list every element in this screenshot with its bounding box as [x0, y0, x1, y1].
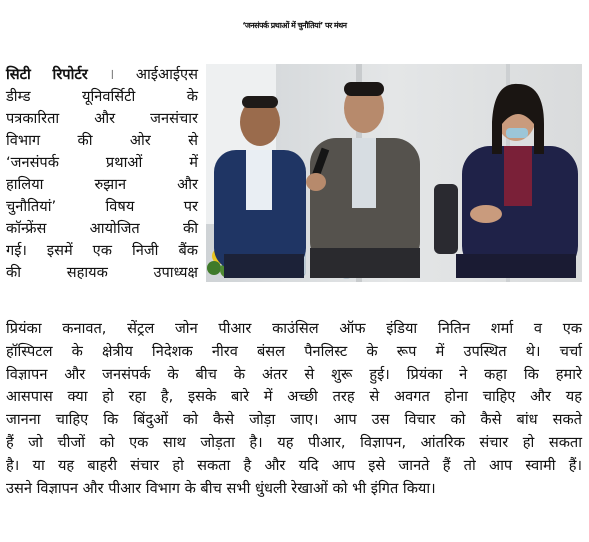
column-line-text: आईआईएस: [135, 66, 198, 83]
article-body: [6, 318, 582, 500]
column-line: डीम्ड यूनिवर्सिटी के: [6, 88, 198, 105]
column-line: गई। इसमें एक निजी बैंक: [6, 242, 198, 259]
panel-photo: [206, 64, 582, 282]
column-line: हालिया रुझान और: [6, 176, 198, 193]
column-line: ‘जनसंपर्क प्रथाओं में: [6, 154, 198, 171]
column-line: कॉन्फ्रेंस आयोजित की: [6, 220, 198, 237]
column-line: [6, 64, 198, 86]
byline-separator: ।: [109, 66, 115, 83]
body-line: आसपास क्या हो रहा है, इसके बारे में अच्छी तरह से अवगत होना चाहिए और यह: [6, 388, 582, 406]
column-line: पत्रकारिता और जनसंचार: [6, 110, 198, 127]
body-line: जानना चाहिए कि बिंदुओं को कैसे जोड़ा जाए। आप उस विचार को कैसे बांध सकते: [6, 411, 582, 429]
column-line: चुनौतियां’ विषय पर: [6, 198, 198, 215]
intro-column: [6, 64, 198, 284]
body-line: हैं जो चीजों को एक साथ जोड़ता है। यह पीआर, विज्ञापन, आंतरिक संचार हो सकता: [6, 433, 582, 451]
body-line: हॉस्पिटल के क्षेत्रीय निदेशक नीरव बंसल पैनलिस्ट के रूप में उपस्थित थे। चर्चा: [6, 342, 582, 360]
column-line: की सहायक उपाध्यक्ष: [6, 264, 198, 281]
body-line: उसने विज्ञापन और पीआर विभाग के बीच सभी धुंधली रेखाओं को भी इंगित किया।: [6, 479, 436, 497]
body-line: प्रियंका कनावत, सेंट्रल जोन पीआर काउंसिल ऑफ इंडिया नितिन शर्मा व एक: [6, 320, 582, 337]
byline: सिटी रिपोर्टर: [6, 66, 88, 83]
body-line: विज्ञापन और जनसंपर्क के बीच के अंतर से शुरू हुई। प्रियंका ने कहा कि हमारे: [6, 365, 582, 383]
headline: ‘जनसंपर्क प्रथाओं में चुनौतियां’ पर मंथन: [242, 21, 347, 30]
column-line: विभाग की ओर से: [6, 132, 198, 149]
body-line: है। या यह बाहरी संचार हो सकता है और यदि आप इसे जानते हैं तो आप स्वामी हैं।: [6, 456, 582, 474]
